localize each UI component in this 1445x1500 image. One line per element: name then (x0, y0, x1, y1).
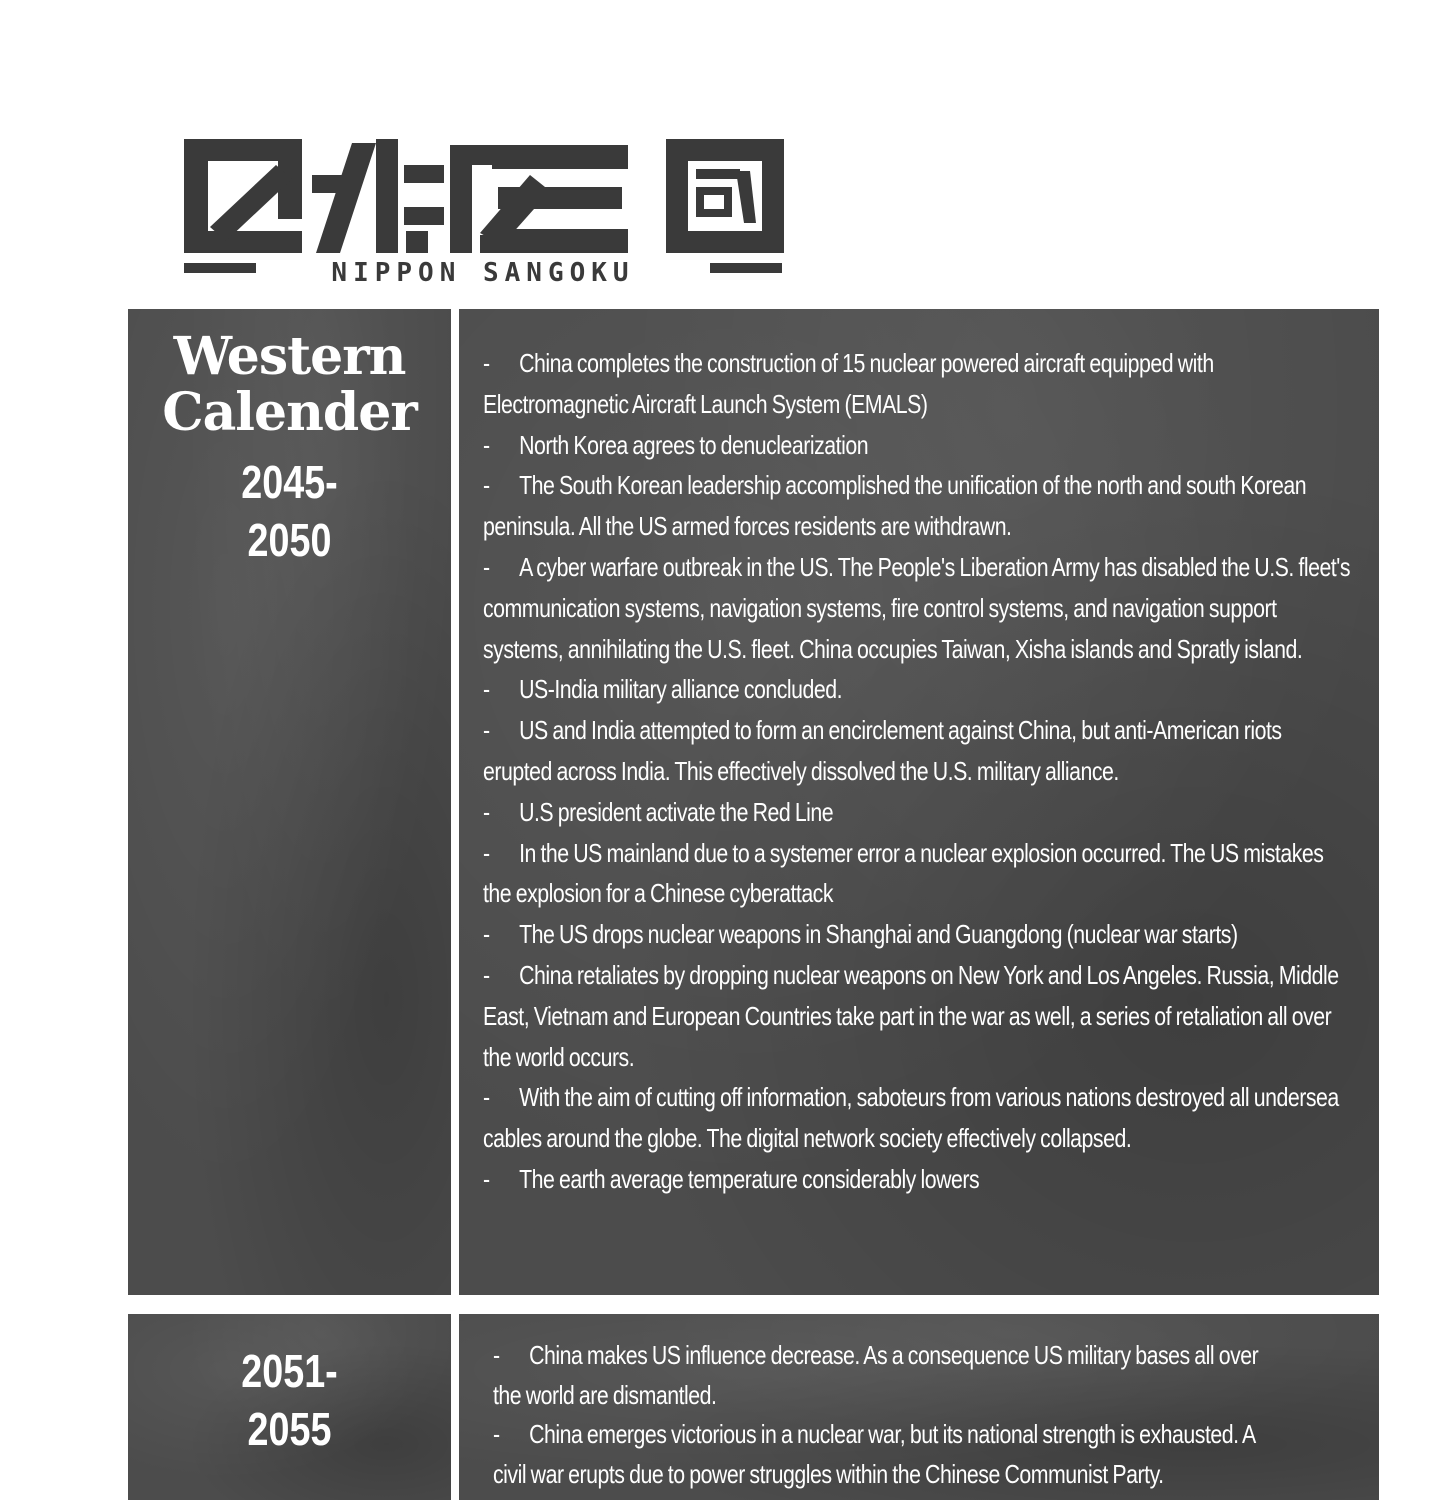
bullet-dash: - (483, 470, 490, 501)
event-item: - In the US mainland due to a systemer error a nuclear explosion occurred. The US mistakes the explosion for a Chinese cyberattack (483, 833, 1352, 915)
section-2-events-column (459, 1314, 1379, 1500)
bullet-dash: - (483, 919, 490, 950)
event-item: - The US drops nuclear weapons in Shanghai and Guangdong (nuclear war starts) (483, 914, 1352, 955)
calendar-heading-line-2: Calender (162, 382, 417, 443)
logo-subtitle: NIPPON SANGOKU (331, 258, 635, 285)
event-list (483, 343, 1352, 1200)
logo-graphic (180, 135, 786, 285)
section-2-date-column (128, 1314, 451, 1500)
event-item: - China completes the construction of 15 nuclear powered aircraft equipped with Electromagnetic Aircraft Launch System (EMALS) (483, 343, 1352, 425)
bullet-dash: - (483, 1082, 490, 1113)
event-item: - A cyber warfare outbreak in the US. The People's Liberation Army has disabled the U.S. fleet's communication systems, navigation systems, fire control systems, and navigation support systems, annihilating the U.S. fleet. China occupies Taiwan, Xisha islands and Spratly island. (483, 547, 1352, 669)
year-start: 2051- (241, 1345, 338, 1397)
year-range (157, 453, 422, 569)
event-item: - U.S president activate the Red Line (483, 792, 1352, 833)
year-start: 2045- (241, 456, 338, 508)
event-item: - US and India attempted to form an encirclement against China, but anti-American riots erupted across India. This effectively dissolved the U.S. military alliance. (483, 710, 1352, 792)
nippon-sangoku-logo (180, 135, 786, 285)
event-item: - China emerges victorious in a nuclear war, but its national strength is exhausted. A civil war erupts due to power struggles within the Chinese Communist Party. (493, 1415, 1280, 1494)
bullet-dash: - (483, 348, 490, 378)
event-item: - With the aim of cutting off information, saboteurs from various nations destroyed all undersea cables around the globe. The digital network society effectively collapsed. (483, 1077, 1352, 1159)
bullet-dash: - (493, 1340, 500, 1370)
event-list (493, 1336, 1280, 1494)
bullet-dash: - (493, 1419, 500, 1449)
event-item: - North Korea agrees to denuclearization (483, 425, 1352, 466)
bullet-dash: - (483, 674, 490, 705)
event-item: - The earth average temperature considerably lowers (483, 1159, 1352, 1200)
bullet-dash: - (483, 1163, 490, 1194)
bullet-dash: - (483, 796, 490, 827)
year-end: 2050 (247, 514, 332, 566)
section-1-date-column (128, 309, 451, 1295)
bullet-dash: - (483, 551, 490, 582)
event-item: - China makes US influence decrease. As a consequence US military bases all over the world are dismantled. (493, 1336, 1280, 1415)
bullet-dash: - (483, 429, 490, 460)
calendar-heading (128, 326, 451, 443)
section-1-events-column (459, 309, 1379, 1295)
event-item: - China retaliates by dropping nuclear weapons on New York and Los Angeles. Russia, Middle East, Vietnam and European Countries take part in the war as well, a series of retaliation all over the world occurs. (483, 955, 1352, 1077)
calendar-heading-line-1: Western (173, 326, 406, 387)
bullet-dash: - (483, 959, 490, 990)
event-item: - The South Korean leadership accomplished the unification of the north and south Korean peninsula. All the US armed forces residents are withdrawn. (483, 465, 1352, 547)
year-range (157, 1342, 422, 1458)
bullet-dash: - (483, 837, 490, 868)
event-item: - US-India military alliance concluded. (483, 669, 1352, 710)
year-end: 2055 (247, 1403, 332, 1455)
bullet-dash: - (483, 715, 490, 746)
